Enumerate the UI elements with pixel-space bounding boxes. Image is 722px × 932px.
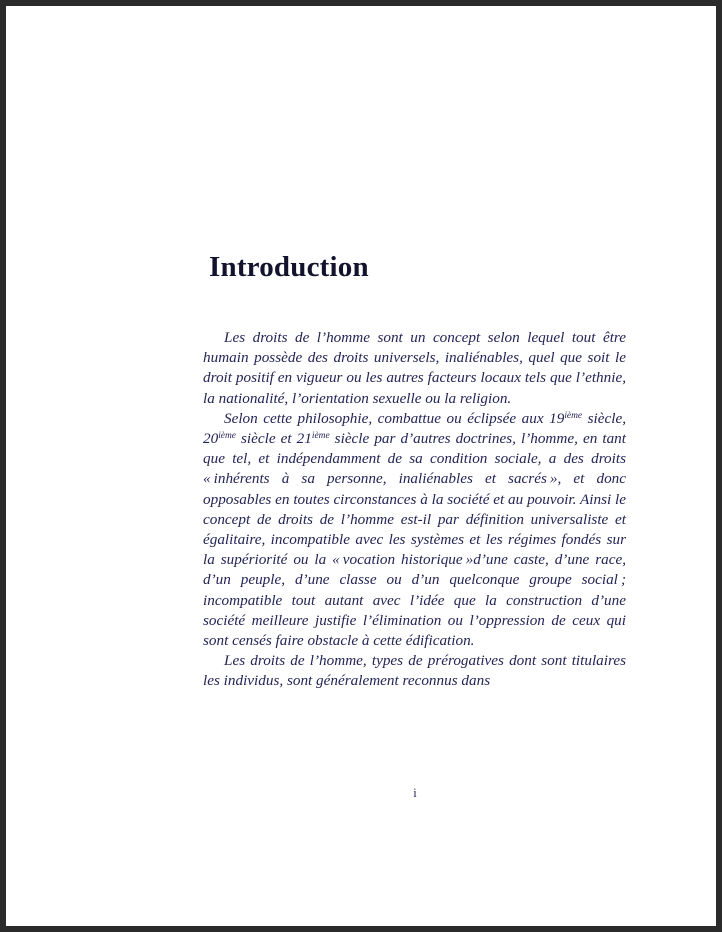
ordinal-suffix-19: ième <box>564 410 583 421</box>
page-sheet <box>6 6 716 926</box>
page-number: i <box>413 786 417 800</box>
paragraph-1-text: Les droits de l’homme sont un concept selon lequel tout être humain possède des droits universels, inaliénables, quel que soit le droit positif en vigueur ou les autres facteurs locaux tels que l’ethnie, la nationalité, l’orientation sexuelle ou la religion. <box>203 329 626 407</box>
paragraph-2-segment-2: siècle, 20 <box>203 409 626 448</box>
paragraph-1 <box>203 328 626 409</box>
ordinal-suffix-21: ième <box>311 431 330 442</box>
paragraph-2-segment-4: siècle par d’autres doctrines, l’homme, en tant que tel, et indépendamment de sa condition sociale, a des droits « inhérents à sa personne, inaliénables et sacrés », et donc opposables en toutes circonstances à la société et au pouvoir. Ainsi le concept de droits de l’homme est-il par définition universaliste et égalitaire, incompatible avec les systèmes et les régimes fondés sur la supériorité ou la « vocation historique »d’une caste, d’une race, d’un peuple, d’une classe ou d’un quelconque groupe social ; incompatible tout autant avec l’idée que la construction d’une société meilleure justifie l’élimination ou l’oppression de ceux qui sont censés faire obstacle à cette édification. <box>203 430 626 650</box>
ordinal-suffix-20: ième <box>218 431 236 442</box>
paragraph-3 <box>203 651 626 691</box>
paragraph-2 <box>203 409 626 651</box>
page-content <box>203 250 627 692</box>
paragraph-2-segment-1: Selon cette philosophie, combattue ou éclipsée aux 19 <box>224 409 565 427</box>
paragraph-3-text: Les droits de l’homme, types de prérogatives dont sont titulaires les individus, sont généralement reconnus dans <box>203 652 626 690</box>
chapter-heading: Introduction <box>209 251 369 283</box>
paragraph-2-segment-3: siècle et 21 <box>235 430 312 448</box>
